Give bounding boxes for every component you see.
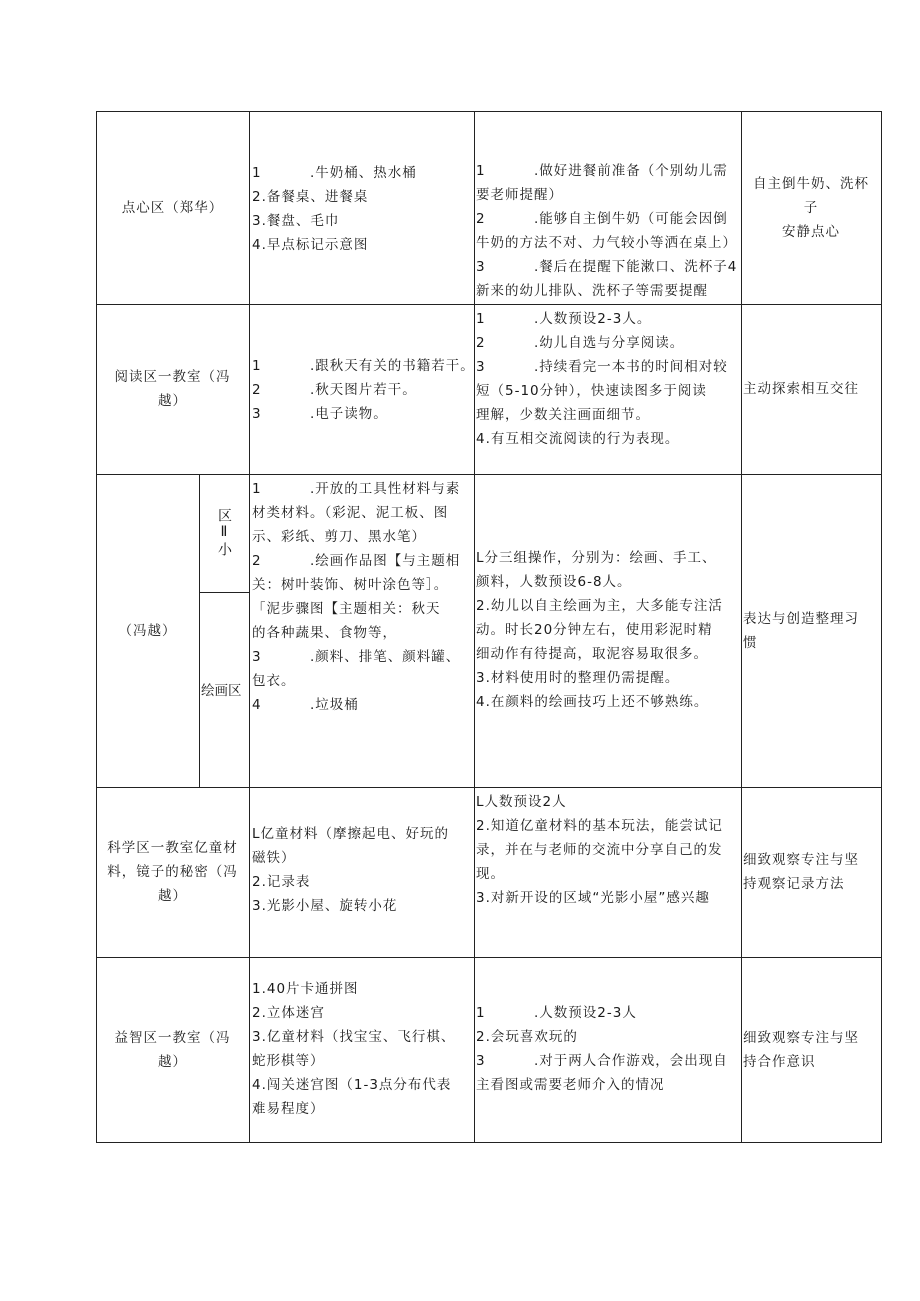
materials-line <box>252 549 460 573</box>
item-text: 3.光影小屋、旋转小花 <box>252 898 398 914</box>
item-number: 2 <box>252 382 262 398</box>
behavior-line <box>476 1049 728 1073</box>
materials-line <box>252 669 296 693</box>
materials-line <box>252 822 449 846</box>
item-number: 2 <box>252 553 262 569</box>
materials-line <box>252 378 417 402</box>
goal-cell <box>741 474 881 787</box>
behavior-cell <box>474 304 741 474</box>
behavior-line <box>476 255 737 279</box>
item-text: .开放的工具性材料与素 <box>310 481 461 497</box>
goal-text: 表达与创造整理习 <box>743 610 859 627</box>
item-text: .餐后在提醒下能漱口、洗杯子4 <box>534 259 738 275</box>
item-text: .能够自主倒牛奶（可能会因倒 <box>534 211 728 227</box>
behavior-line <box>476 1025 578 1049</box>
materials-line <box>252 1001 325 1025</box>
behavior-line <box>476 886 710 910</box>
item-text: .颜料、排笔、颜料罐、 <box>310 649 461 665</box>
goal-text: 持观察记录方法 <box>743 876 845 892</box>
area-text: 科学区一教室亿童材 <box>107 840 238 856</box>
behavior-line <box>476 666 679 690</box>
behavior-line <box>476 570 632 594</box>
materials-cell <box>249 304 474 474</box>
sub-area-top-label: 区Ⅱ小 <box>216 508 232 558</box>
item-number: 2 <box>476 335 486 351</box>
materials-line <box>252 185 368 209</box>
area-text: 益智区一教室（冯 <box>114 1029 231 1046</box>
item-text: .垃圾桶 <box>310 697 359 713</box>
item-number: 3 <box>252 649 262 665</box>
area-text: 点心区（郑华） <box>121 199 224 216</box>
behavior-line <box>476 814 723 838</box>
materials-line <box>252 354 475 378</box>
behavior-line <box>476 618 713 642</box>
area-text: 越） <box>158 888 187 904</box>
materials-line <box>252 233 368 257</box>
behavior-cell <box>474 474 741 787</box>
item-number: 1 <box>252 165 262 181</box>
materials-cell <box>249 474 474 787</box>
behavior-line <box>476 642 708 666</box>
item-text: 4.闯关迷宫图（1-3点分布代表 <box>252 1077 452 1093</box>
behavior-line <box>476 403 650 427</box>
item-text: L亿童材料（摩擦起电、好玩的 <box>252 826 450 842</box>
area-text: （冯越） <box>118 622 177 639</box>
materials-line <box>252 977 359 1001</box>
item-text: 3.餐盘、毛巾 <box>252 213 340 229</box>
item-number: 3 <box>476 259 486 275</box>
materials-line <box>252 846 296 870</box>
behavior-line <box>476 427 679 451</box>
item-number: 1 <box>476 1005 486 1021</box>
item-text: 现。 <box>476 866 505 882</box>
row-border <box>96 1142 882 1143</box>
item-text: 2.会玩喜欢玩的 <box>476 1029 578 1045</box>
item-text: 牛奶的方法不对、力气较小等洒在桌上） <box>476 235 737 251</box>
materials-line <box>252 1049 325 1073</box>
materials-line <box>252 645 460 669</box>
item-text: 1.40片卡通拼图 <box>252 981 359 997</box>
behavior-line <box>476 594 723 618</box>
item-text: 2.知道亿童材料的基本玩法，能尝试记 <box>476 818 723 834</box>
item-text: 主看图或需要老师介入的情况 <box>476 1077 665 1093</box>
item-text: 磁铁） <box>252 850 296 866</box>
item-text: .秋天图片若干。 <box>310 382 417 398</box>
behavior-cell <box>474 787 741 957</box>
column-border <box>881 111 882 1142</box>
materials-line <box>252 477 460 501</box>
behavior-line <box>476 279 708 303</box>
behavior-cell <box>474 111 741 304</box>
item-text: 示、彩纸、剪刀、黑水笔） <box>252 529 426 545</box>
area-cell <box>96 474 199 787</box>
item-text: 的各种蔬果、食物等， <box>252 625 397 641</box>
item-text: .做好进餐前准备（个别幼儿需 <box>534 163 728 179</box>
item-text: 录，并在与老师的交流中分享自己的发 <box>476 842 723 858</box>
item-text: 要老师提醒） <box>476 187 563 203</box>
item-text: 难易程度） <box>252 1101 325 1117</box>
item-number: 1 <box>252 358 262 374</box>
behavior-line <box>476 1001 637 1025</box>
item-text: 「泥步骤图【主题相关：秋天 <box>252 601 441 617</box>
goal-text: 细致观察专注与坚 <box>743 1029 859 1046</box>
area-text: 越） <box>158 393 187 409</box>
item-text: 4.在颜料的绘画技巧上还不够熟练。 <box>476 694 709 710</box>
behavior-line <box>476 355 728 379</box>
item-text: 新来的幼儿排队、洗杯子等需要提醒 <box>476 283 708 299</box>
area-cell <box>96 787 249 957</box>
item-text: L分三组操作，分别为：绘画、手工、 <box>476 550 717 566</box>
area-text: 越） <box>158 1053 187 1070</box>
behavior-line <box>476 379 707 403</box>
materials-line <box>252 1097 325 1121</box>
goal-text: 子 <box>803 199 819 216</box>
item-text: .人数预设2-3人。 <box>534 311 652 327</box>
item-number: 1 <box>476 163 486 179</box>
materials-line <box>252 209 339 233</box>
area-cell <box>96 111 249 304</box>
materials-cell <box>249 787 474 957</box>
item-text: 3.对新开设的区域“光影小屋”感兴趣 <box>476 890 710 906</box>
item-number: 3 <box>476 1053 486 1069</box>
goal-text: 主动探索相互交往 <box>743 381 859 397</box>
item-text: 包衣。 <box>252 673 296 689</box>
sub-area-top <box>199 474 249 592</box>
materials-line <box>252 1025 455 1049</box>
behavior-line <box>476 231 737 255</box>
materials-line <box>252 1073 451 1097</box>
behavior-line <box>476 307 651 331</box>
item-number: 4 <box>252 697 262 713</box>
goal-cell <box>741 957 881 1142</box>
item-text: 关：树叶装饰、树叶涂色等］。 <box>252 577 449 593</box>
item-text: .牛奶桶、热水桶 <box>310 165 417 181</box>
materials-line <box>252 161 417 185</box>
item-text: 动。时长20分钟左右，使用彩泥时精 <box>476 622 713 638</box>
goal-cell <box>741 787 881 957</box>
behavior-line <box>476 546 717 570</box>
item-text: .电子读物。 <box>310 406 388 422</box>
behavior-line <box>476 183 563 207</box>
item-text: 4.有互相交流阅读的行为表现。 <box>476 431 680 447</box>
behavior-line <box>476 790 567 814</box>
behavior-line <box>476 331 684 355</box>
item-text: 细动作有待提高，取泥容易取很多。 <box>476 646 708 662</box>
item-text: 3.亿童材料（找宝宝、飞行棋、 <box>252 1029 456 1045</box>
item-text: 2.幼儿以自主绘画为主，大多能专注活 <box>476 598 723 614</box>
materials-line <box>252 402 388 426</box>
behavior-cell <box>474 957 741 1142</box>
goal-cell <box>741 304 881 474</box>
area-cell <box>96 304 249 474</box>
item-text: L人数预设2人 <box>476 794 567 810</box>
behavior-line <box>476 690 708 714</box>
behavior-line <box>476 1073 665 1097</box>
materials-line <box>252 870 310 894</box>
item-text: 理解，少数关注画面细节。 <box>476 407 650 423</box>
goal-text: 细致观察专注与坚 <box>743 852 859 868</box>
item-text: .幼儿自选与分享阅读。 <box>534 335 685 351</box>
behavior-line <box>476 207 728 231</box>
item-text: 2.记录表 <box>252 874 311 890</box>
item-number: 2 <box>476 211 486 227</box>
materials-cell <box>249 957 474 1142</box>
item-text: 4.早点标记示意图 <box>252 237 369 253</box>
goal-cell <box>741 111 881 304</box>
item-text: 蛇形棋等） <box>252 1053 325 1069</box>
item-number: 1 <box>252 481 262 497</box>
materials-line <box>252 525 426 549</box>
materials-cell <box>249 111 474 304</box>
item-text: .绘画作品图【与主题相 <box>310 553 461 569</box>
behavior-line <box>476 862 505 886</box>
area-text: 料，镜子的秘密（冯 <box>107 864 238 880</box>
item-number: 3 <box>252 406 262 422</box>
item-text: .跟秋天有关的书籍若干。 <box>310 358 475 374</box>
item-text: 材类材料。（彩泥、泥工板、图 <box>252 505 449 521</box>
item-text: .持续看完一本书的时间相对较 <box>534 359 728 375</box>
item-text: .人数预设2-3人 <box>534 1005 637 1021</box>
area-cell <box>96 957 249 1142</box>
goal-text: 安静点心 <box>782 223 840 240</box>
item-text: 短（5-10分钟），快速读图多于阅读 <box>476 383 707 399</box>
item-text: 颜料，人数预设6-8人。 <box>476 574 632 590</box>
materials-line <box>252 501 448 525</box>
behavior-line <box>476 838 723 862</box>
item-number: 1 <box>476 311 486 327</box>
item-text: .对于两人合作游戏，会出现自 <box>534 1053 728 1069</box>
behavior-line <box>476 159 728 183</box>
materials-line <box>252 894 397 918</box>
sub-area-bottom-label: 绘画区 <box>201 683 242 699</box>
goal-text: 持合作意识 <box>743 1053 816 1070</box>
materials-line <box>252 597 441 621</box>
item-text: 2.立体迷宫 <box>252 1005 325 1021</box>
sub-area-bottom <box>199 592 249 787</box>
goal-text: 自主倒牛奶、洗杯 <box>753 175 869 192</box>
materials-line <box>252 621 397 645</box>
materials-line <box>252 693 359 717</box>
area-text: 阅读区一教室（冯 <box>114 369 231 385</box>
item-text: 3.材料使用时的整理仍需提醒。 <box>476 670 680 686</box>
materials-line <box>252 573 448 597</box>
goal-text: 惯 <box>743 634 758 651</box>
item-number: 3 <box>476 359 486 375</box>
item-text: 2.备餐桌、进餐桌 <box>252 189 369 205</box>
